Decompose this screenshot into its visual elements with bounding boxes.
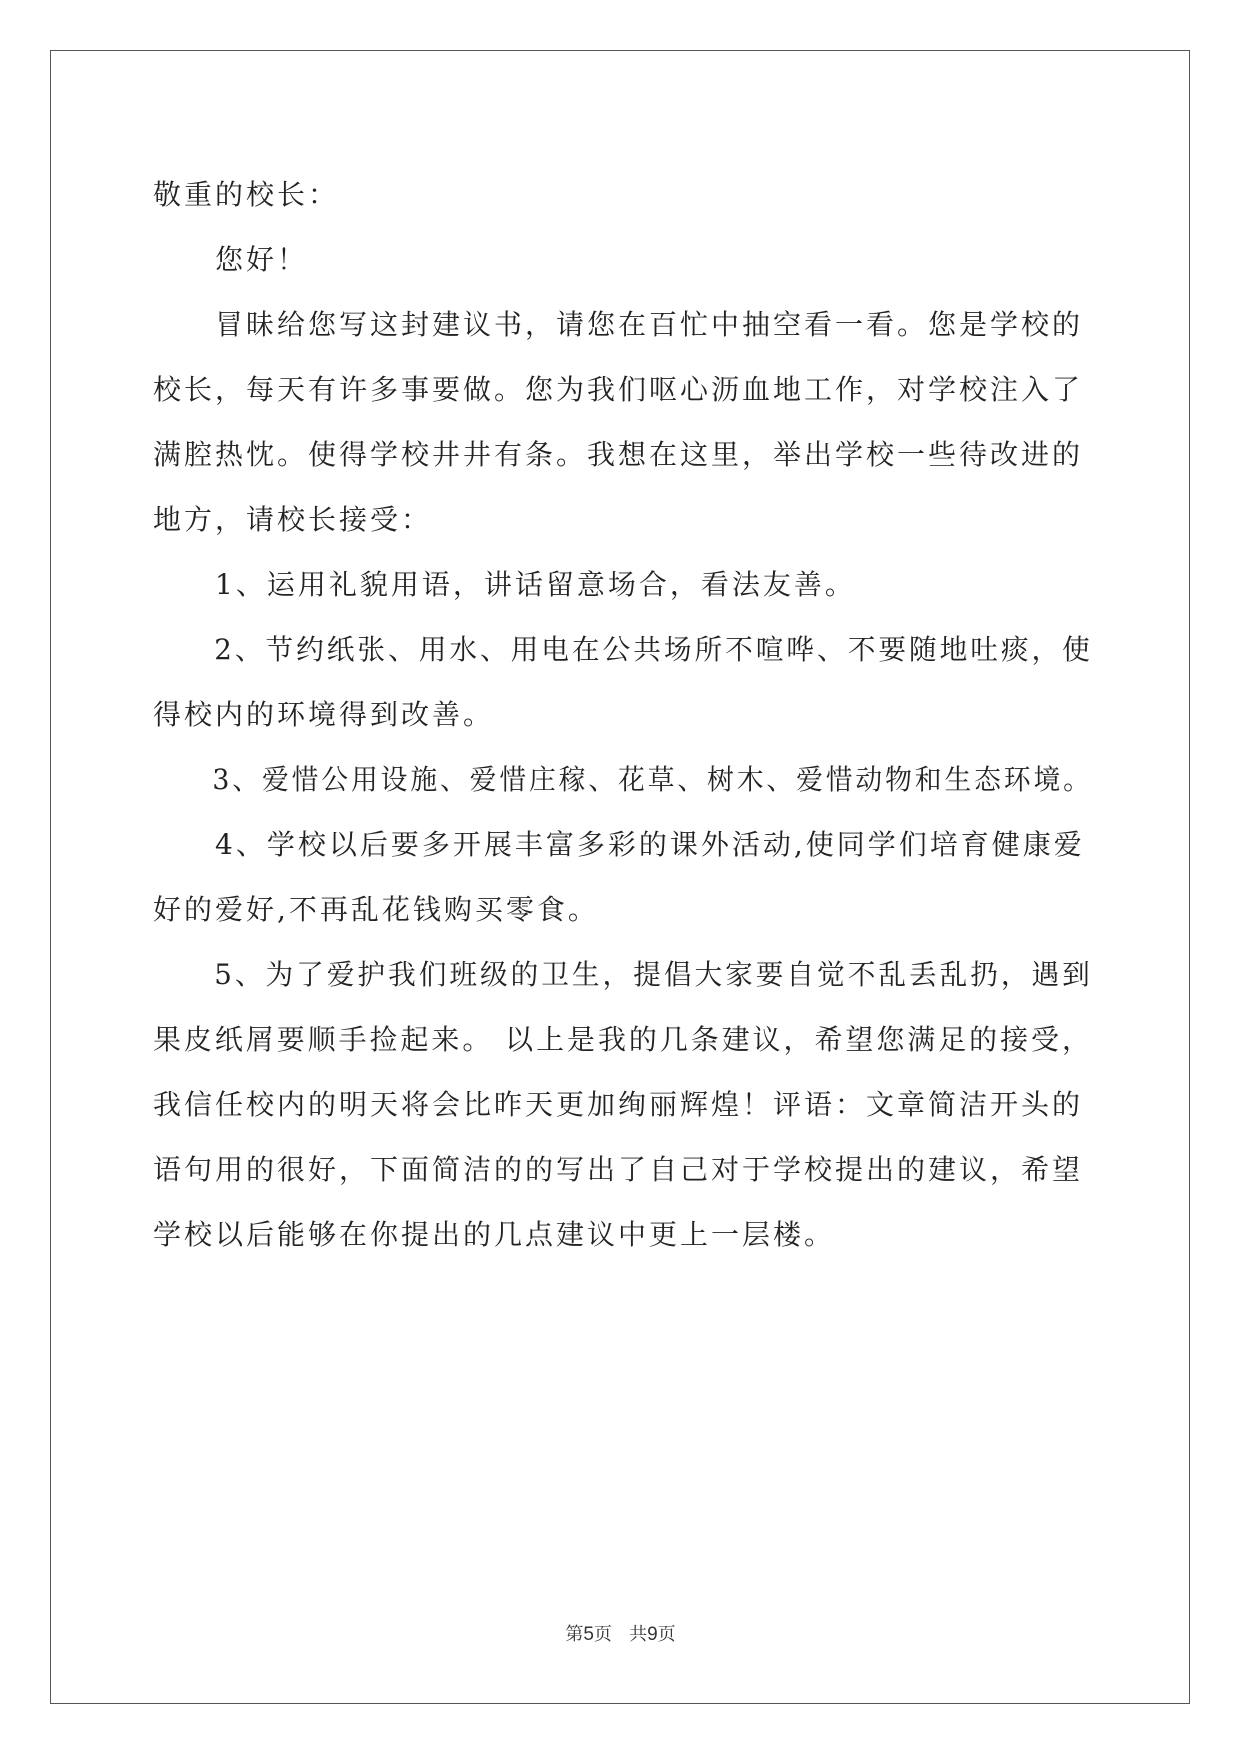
body-line: 校长，每天有许多事要做。您为我们呕心沥血地工作，对学校注入了 (153, 373, 1084, 406)
total-prefix: 共 (629, 1624, 648, 1645)
salutation: 敬重的校长： (153, 178, 340, 211)
suggestion-5: 5、为了爱护我们班级的卫生，提倡大家要自觉不乱丢乱扔，遇到 (153, 958, 1093, 991)
suggestion-5-cont: 果皮纸屑要顺手捡起来。 以上是我的几条建议，希望您满足的接受， (153, 1023, 1093, 1056)
page-suffix: 页 (593, 1624, 612, 1645)
comment-line: 语句用的很好，下面简洁的的写出了自己对于学校提出的建议，希望 (153, 1153, 1084, 1186)
letter-body (153, 162, 1093, 1267)
comment-line: 我信任校内的明天将会比昨天更加绚丽辉煌！评语：文章简洁开头的 (153, 1088, 1084, 1121)
greeting: 您好！ (153, 243, 309, 276)
suggestion-2-cont: 得校内的环境得到改善。 (153, 698, 495, 731)
body-line: 冒昧给您写这封建议书，请您在百忙中抽空看一看。您是学校的 (153, 308, 1084, 341)
page-footer (0, 1620, 1241, 1646)
page-current: 5 (583, 1624, 594, 1645)
suggestion-3: 3、爱惜公用设施、爱惜庄稼、花草、树木、爱惜动物和生态环境。 (153, 763, 1093, 796)
page-total: 9 (647, 1624, 658, 1645)
suggestion-4: 4、学校以后要多开展丰富多彩的课外活动,使同学们培育健康爱 (153, 828, 1085, 861)
page-prefix: 第 (565, 1624, 584, 1645)
suggestion-1: 1、运用礼貌用语，讲话留意场合，看法友善。 (153, 568, 856, 601)
body-line: 满腔热忱。使得学校井井有条。我想在这里，举出学校一些待改进的 (153, 438, 1084, 471)
body-line: 地方，请校长接受： (153, 503, 433, 536)
suggestion-4-cont: 好的爱好,不再乱花钱购买零食。 (153, 893, 599, 926)
comment-line: 学校以后能够在你提出的几点建议中更上一层楼。 (153, 1218, 836, 1251)
suggestion-2: 2、节约纸张、用水、用电在公共场所不喧哗、不要随地吐痰，使 (153, 633, 1093, 666)
total-suffix: 页 (657, 1624, 676, 1645)
